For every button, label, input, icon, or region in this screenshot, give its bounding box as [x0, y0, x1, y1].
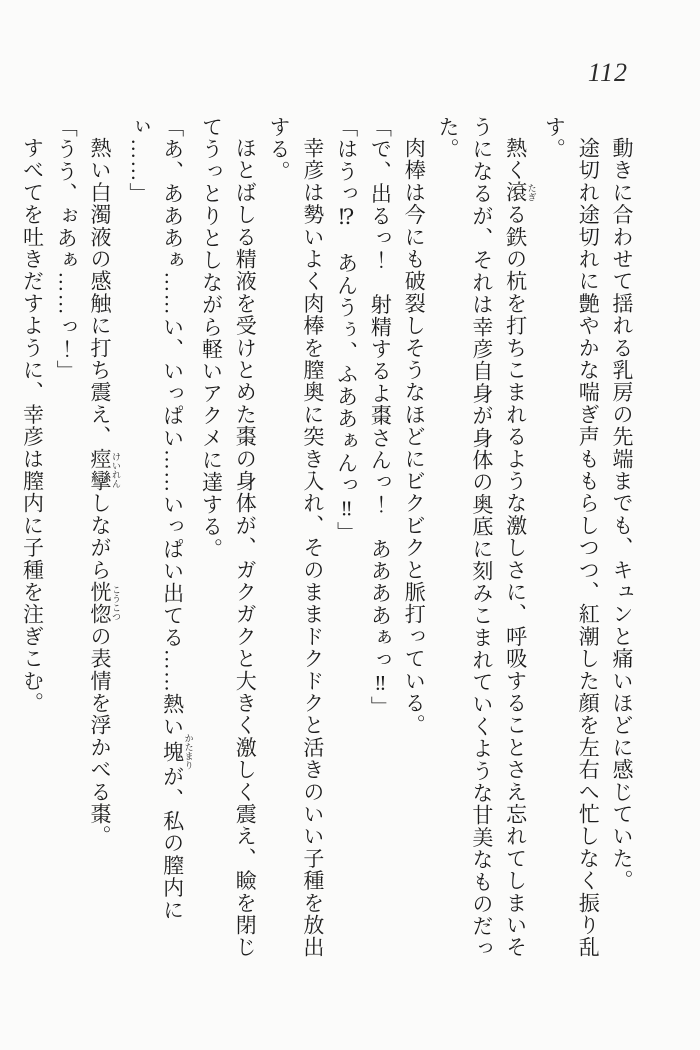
ruby-annotated-word: 滾 たぎ	[503, 181, 537, 204]
text-block	[20, 116, 638, 960]
page-number: 112	[587, 58, 628, 87]
text-line-continuation: てうっとりとしながら軽いアクメに達する。	[199, 116, 224, 560]
text-line-paragraph: 途切れ途切れに艶やかな喘ぎ声ももらしつつ、紅潮した顔を左右へ忙しなく振り乱	[576, 137, 601, 959]
ruby-annotated-word: 塊 かたまり	[160, 733, 194, 770]
text-line-paragraph: 幸彦は勢いよく肉棒を膣奥に突き入れ、そのままドクドクと活きのいい子種を放出	[300, 137, 325, 959]
text-line-paragraph: 熱い白濁液の感触に打ち震え、痙攣 けいれんしながら恍惚 こうこつの表情を浮かべる棗。	[88, 137, 122, 848]
text-line-dialogue: 「で、出るっ！ 射精するよ棗さんっ！ ああああぁっ‼」	[368, 116, 393, 719]
text-line-continuation: うになるが、それは幸彦自身が身体の奥底に刻みこまれていくような甘美なものだっ	[469, 116, 494, 960]
text-line-continuation: する。	[267, 116, 292, 183]
ruby-annotated-word: 痙攣 けいれん	[88, 447, 122, 493]
text-line-dialogue: 「あ、あああぁ……い、いっぱい……いっぱい出てる……熱い塊 かたまりが、私の膣内にぃ……」	[126, 116, 194, 921]
text-line-paragraph: ほとばしる精液を受けとめた棗の身体が、ガクガクと大きく激しく震え、瞼を閉じ	[233, 137, 258, 959]
ruby-annotated-word: 恍惚 こうこつ	[88, 581, 122, 626]
text-line-continuation: す。	[542, 116, 567, 161]
text-line-paragraph: すべてを吐きだすように、幸彦は膣内に子種を注ぎこむ。	[20, 137, 45, 715]
text-line-dialogue: 「うう、ぉあぁ……っ！」	[54, 116, 79, 383]
text-line-paragraph: 肉棒は今にも破裂しそうなほどにビクビクと脈打っている。	[402, 137, 427, 737]
text-line-paragraph: 動きに合わせて揺れる乳房の先端までも、キュンと痛いほどに感じていた。	[610, 137, 634, 892]
text-line-paragraph: 熱く滾 たぎる鉄の杭を打ちこまれるような激しさに、呼吸することさえ忘れてしまいそ	[503, 137, 537, 959]
text-line-continuation: た。	[436, 116, 461, 161]
text-line-dialogue: 「はうっ⁉ あんうぅ、ふああぁんっ‼」	[334, 116, 359, 544]
